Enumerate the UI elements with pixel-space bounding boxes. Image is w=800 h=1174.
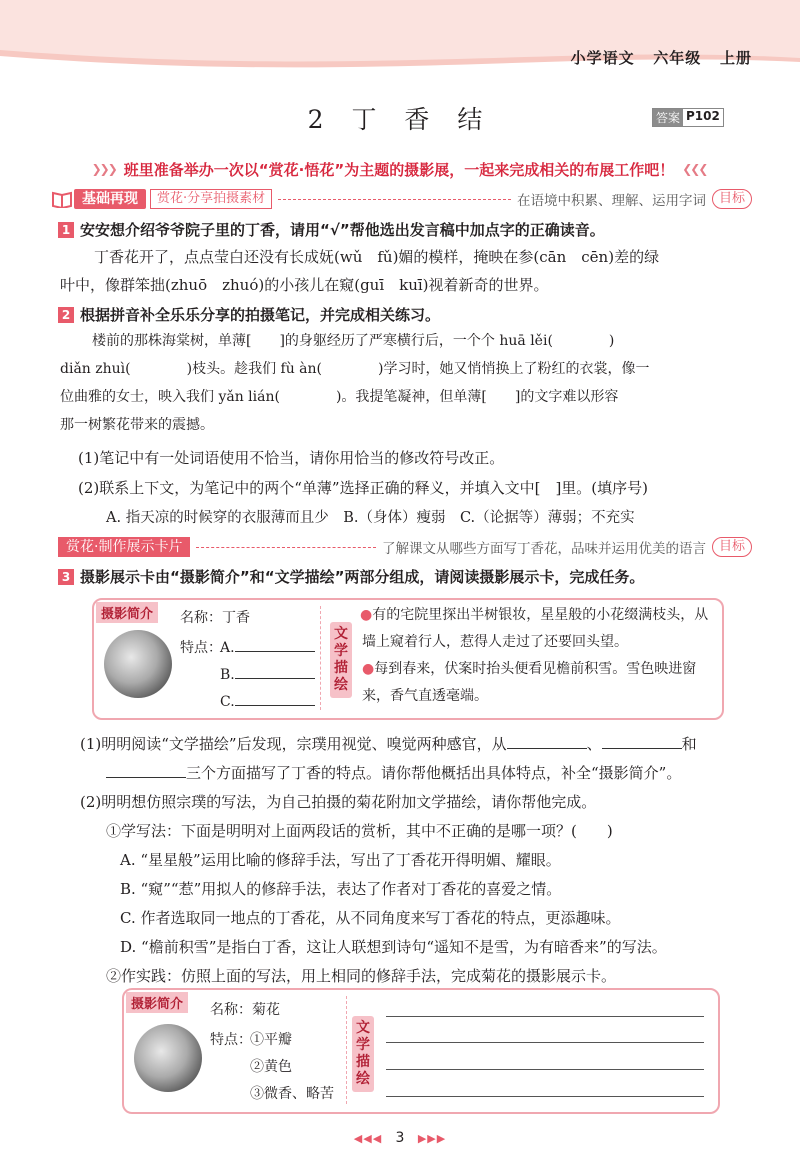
section1-tag: 基础再现	[74, 189, 146, 209]
section1-subtag: 赏花·分享拍摄素材	[150, 189, 272, 209]
q2-options: A. 指天凉的时候穿的衣服薄而且少 B.（身体）瘦弱 C.（论据等）薄弱；不充实	[106, 510, 635, 526]
header-subject: 小学语文	[570, 49, 635, 67]
intro-banner	[46, 157, 752, 181]
q2-note-line: 位曲雅的女士，映入我们 yǎn lián( )。我提笔凝神，但单薄[ ]的文字难以形容	[60, 389, 619, 405]
bullet-icon: ●	[362, 661, 375, 677]
q2-sub2: (2)联系上下文，为笔记中的两个“单薄”选择正确的释义，并填入文中[ ]里。(填序号)	[78, 479, 648, 497]
q3-number: 3	[58, 569, 74, 585]
photo-card-chrysanthemum	[122, 988, 720, 1114]
answer-page: P102	[686, 109, 720, 123]
card1-option-b: B.	[220, 661, 315, 689]
writing-line[interactable]	[386, 1069, 704, 1071]
q2-note-line: 楼前的那株海棠树，单薄[ ]的身躯经历了严寒横行后，一个个 huā lěi( )	[92, 333, 615, 349]
q2-sub1: (1)笔记中有一处词语使用不恰当，请你用恰当的修改符号改正。	[78, 449, 505, 467]
card1-name: 名称：丁香	[180, 610, 250, 626]
section2-goal-text: 了解课文从哪些方面写丁香花，品味并运用优美的语言	[381, 541, 706, 557]
q1-passage-2	[60, 271, 740, 299]
q3-sub2: (2)明明想仿照宗璞的写法，为自己拍摄的菊花附加文学描绘，请你帮他完成。	[80, 793, 597, 811]
q3-choice-d[interactable]: D. “檐前积雪”是指白丁香，这让人联想到诗句“遥知不是雪，为有暗香来”的写法。	[120, 938, 667, 956]
section1-header	[52, 188, 752, 210]
card1-tag: 摄影简介	[96, 602, 158, 623]
page-title: 2 丁 香 结	[307, 105, 493, 134]
card1-feature-label: 特点：	[180, 640, 222, 656]
card1-literary-text	[362, 602, 714, 710]
photo-card-lilac	[92, 598, 724, 720]
chevron-left-icon: ❮❮❮	[682, 162, 707, 176]
q1-prompt-text: 安安想介绍爷爷院子里的丁香，请用“√”帮他选出发言稿中加点字的正确读音。	[80, 221, 605, 239]
section2-subtag: 赏花·制作展示卡片	[58, 537, 190, 557]
answer-blank[interactable]	[106, 777, 186, 778]
card2-name: 名称：菊花	[210, 1002, 280, 1018]
card1-vertical-label: 文学描绘	[330, 622, 352, 698]
q3-prompt	[58, 566, 644, 587]
q3-sub1-line2: 三个方面描写了丁香的特点。请你帮他概括出具体特点，补全“摄影简介”。	[106, 759, 766, 787]
answer-blank[interactable]	[235, 678, 315, 679]
q3-choice-c[interactable]: C. 作者选取同一地点的丁香花，从不同角度来写丁香花的特点，更添趣味。	[120, 909, 621, 927]
divider	[196, 547, 376, 548]
q1-passage	[94, 243, 734, 271]
card2-feature-2: ②黄色	[250, 1059, 292, 1075]
q1-number: 1	[58, 222, 74, 238]
section2-header	[58, 536, 752, 558]
section1-goal-text: 在语境中积累、理解、运用字词	[516, 193, 706, 209]
q2-note-line: diǎn zhuì( )枝头。趁我们 fù àn( )学习时，她又悄悄换上了粉红的衣裳，像一	[60, 361, 650, 377]
q1-prompt	[58, 219, 605, 240]
card1-option-c: C.	[220, 688, 315, 716]
q3-prompt-text: 摄影展示卡由“摄影简介”和“文学描绘”两部分组成，请阅读摄影展示卡，完成任务。	[80, 568, 645, 586]
header-band	[0, 0, 800, 82]
q3-choice-b[interactable]: B. “窥”“惹”用拟人的修辞手法，表达了作者对丁香花的喜爱之情。	[120, 880, 562, 898]
answer-blank[interactable]	[602, 748, 682, 749]
banner-text: 班里准备举办一次以“赏花·悟花”为主题的摄影展，一起来完成相关的布展工作吧！	[123, 160, 675, 179]
answer-blank[interactable]	[235, 705, 315, 706]
section1-goal-badge: 目标	[712, 189, 752, 209]
card2-tag: 摄影简介	[126, 992, 188, 1013]
card1-option-a: A.	[220, 634, 315, 662]
book-icon	[52, 190, 72, 208]
q1-line: 叶中，像群笨拙(zhuō zhuó)的小孩儿在窥(guī kuī)视着新奇的世界。	[60, 276, 549, 294]
q2-prompt	[58, 304, 440, 325]
answer-reference[interactable]	[652, 108, 724, 127]
card1-text-2: 每到春来，伏案时抬头便看见檐前积雪。雪色映进窗来，香气直透毫端。	[362, 661, 697, 704]
header-volume: 上册	[719, 49, 752, 67]
q3-choice-a[interactable]: A. “星星般”运用比喻的修辞手法，写出了丁香花开得明媚、耀眼。	[120, 851, 561, 869]
q3-learn: ①学写法：下面是明明对上面两段话的赏析，其中不正确的是哪一项？( )	[106, 822, 613, 840]
header-grade: 六年级	[653, 49, 702, 67]
triangle-left-icon: ◀◀◀	[353, 1132, 383, 1145]
q2-number: 2	[58, 307, 74, 323]
section2-goal-badge: 目标	[712, 537, 752, 557]
writing-line[interactable]	[386, 1016, 704, 1018]
card1-text-1: 有的宅院里探出半树银妆，星星般的小花缀满枝头，从墙上窥着行人，惹得人走过了还要回头望。	[362, 607, 709, 650]
card2-feature-3: ③微香、略苦	[250, 1086, 334, 1102]
lilac-photo	[104, 630, 172, 698]
card1-divider	[320, 606, 321, 710]
q2-note-rest	[60, 355, 740, 439]
card2-divider	[346, 996, 347, 1104]
card2-feature-label: 特点：	[210, 1032, 252, 1048]
answer-blank[interactable]	[507, 748, 587, 749]
page-number: 3	[395, 1130, 405, 1146]
answer-blank[interactable]	[235, 651, 315, 652]
chevron-right-icon: ❯❯❯	[91, 162, 116, 176]
page-number-bar	[0, 1130, 800, 1146]
card2-feature-1: ①平瓣	[250, 1032, 292, 1048]
q2-note-line: 那一树繁花带来的震撼。	[60, 417, 214, 433]
divider	[278, 199, 511, 200]
q3-sub1-line1: (1)明明阅读“文学描绘”后发现，宗璞用视觉、嗅觉两种感官，从 、 和	[80, 735, 697, 753]
header-grade-info	[571, 47, 752, 68]
bullet-icon: ●	[360, 607, 373, 623]
triangle-right-icon: ▶▶▶	[417, 1132, 447, 1145]
q2-prompt-text: 根据拼音补全乐乐分享的拍摄笔记，并完成相关练习。	[80, 306, 441, 324]
chrysanthemum-photo	[134, 1024, 202, 1092]
q3-practice: ②作实践：仿照上面的写法，用上相同的修辞手法，完成菊花的摄影展示卡。	[106, 967, 617, 985]
card2-vertical-label: 文学描绘	[352, 1016, 374, 1092]
answer-label: 答案	[653, 109, 683, 126]
q1-line: 丁香花开了，点点莹白还没有长成妩(wǔ fǔ)媚的模样，掩映在参(cān cēn)差的绿	[94, 248, 660, 266]
writing-line[interactable]	[386, 1042, 704, 1044]
writing-line[interactable]	[386, 1096, 704, 1098]
q2-note	[92, 327, 742, 355]
